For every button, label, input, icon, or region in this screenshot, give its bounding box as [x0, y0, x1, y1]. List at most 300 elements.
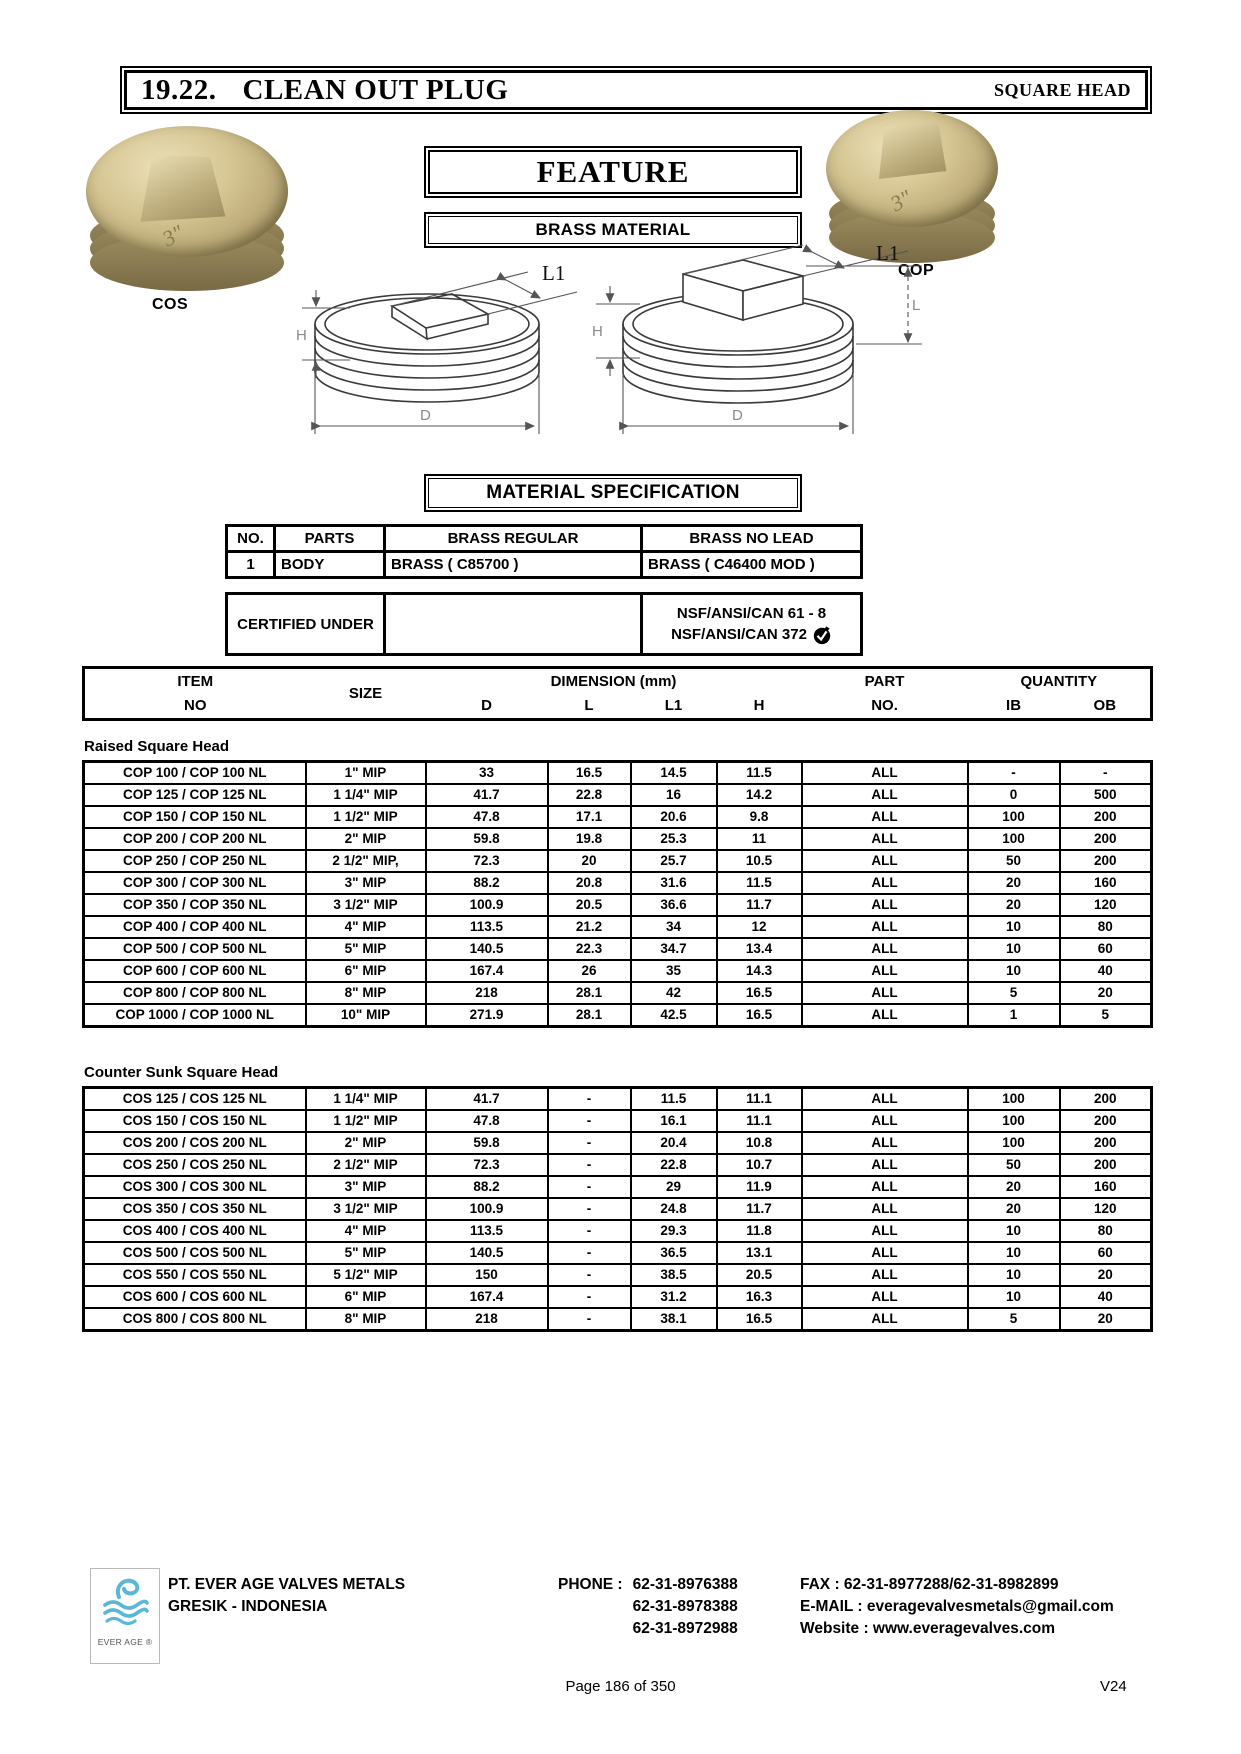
table-cell: ALL: [802, 1220, 968, 1242]
table-row: [84, 1176, 1152, 1198]
table-cell: COP 600 / COP 600 NL: [84, 960, 306, 982]
table-row: [84, 1132, 1152, 1154]
table-cell: COS 300 / COS 300 NL: [84, 1176, 306, 1198]
table-cell: ALL: [802, 1088, 968, 1111]
table-cell: 2 1/2" MIP,: [306, 850, 426, 872]
cop-label: COP: [898, 262, 935, 279]
table-cell: ALL: [802, 1176, 968, 1198]
col-header-l1: L1: [664, 697, 683, 715]
col-header-part: PART: [864, 672, 905, 690]
table-cell: 11.1: [717, 1110, 802, 1132]
table-row: [227, 594, 862, 655]
table-cell: 11.5: [631, 1088, 717, 1111]
table-cell: COS 200 / COS 200 NL: [84, 1132, 306, 1154]
cop-product-photo: [826, 110, 998, 260]
raised-square-head-table: [82, 760, 1153, 1028]
table-row: [84, 960, 1152, 982]
table-cell: 200: [1060, 1132, 1152, 1154]
cell-no: 1: [227, 552, 275, 578]
table-cell: 11.7: [717, 894, 802, 916]
company-logo: [90, 1568, 160, 1664]
cell-brass-no-lead: BRASS ( C46400 MOD ): [642, 552, 862, 578]
table-cell: -: [548, 1110, 631, 1132]
table-cell: 16: [631, 784, 717, 806]
table-cell: ALL: [802, 1264, 968, 1286]
col-header-brass-no-lead: BRASS NO LEAD: [642, 526, 862, 552]
table-row: [84, 762, 1152, 785]
table-cell: 22.8: [631, 1154, 717, 1176]
table-cell: 28.1: [548, 1004, 631, 1027]
table-cell: 72.3: [426, 850, 548, 872]
dim-label-l1: L1: [542, 262, 566, 285]
table-cell: ALL: [802, 982, 968, 1004]
table-cell: 140.5: [426, 1242, 548, 1264]
table-cell: ALL: [802, 1308, 968, 1331]
table-header-row: [84, 668, 1152, 694]
table-cell: 113.5: [426, 1220, 548, 1242]
certification-checkmark-icon: [812, 625, 832, 645]
plug-size-engraving: 3": [157, 220, 188, 252]
cop-technical-drawing: [588, 244, 924, 456]
material-spec-heading-box: [424, 474, 802, 512]
table-cell: 88.2: [426, 872, 548, 894]
table-cell: 6" MIP: [306, 960, 426, 982]
table-cell: 33: [426, 762, 548, 785]
table-cell: 50: [968, 1154, 1060, 1176]
table-cell: 10: [968, 938, 1060, 960]
table-cell: 9.8: [717, 806, 802, 828]
table-cell: 80: [1060, 916, 1152, 938]
table-cell: COP 1000 / COP 1000 NL: [84, 1004, 306, 1027]
table-cell: 113.5: [426, 916, 548, 938]
table-cell: 4" MIP: [306, 916, 426, 938]
col-header-item-no: NO: [184, 697, 207, 715]
dim-label-h: H: [592, 323, 603, 340]
cell-part: BODY: [275, 552, 385, 578]
table-cell: ALL: [802, 1198, 968, 1220]
email-line: E-MAIL : everagevalvesmetals@gmail.com: [800, 1598, 1114, 1615]
table-cell: -: [1060, 762, 1152, 785]
table-header-row: [227, 526, 862, 552]
col-header-ob: OB: [1093, 697, 1117, 715]
table-cell: 200: [1060, 1154, 1152, 1176]
table-cell: 2" MIP: [306, 828, 426, 850]
col-header-no: NO.: [227, 526, 275, 552]
table-cell: COP 300 / COP 300 NL: [84, 872, 306, 894]
table-row: [84, 1308, 1152, 1331]
table-cell: COS 400 / COS 400 NL: [84, 1220, 306, 1242]
table-cell: 1 1/2" MIP: [306, 806, 426, 828]
table-cell: 1" MIP: [306, 762, 426, 785]
phone-label: PHONE :: [558, 1576, 623, 1593]
table-cell: 41.7: [426, 1088, 548, 1111]
table-cell: 14.3: [717, 960, 802, 982]
table-cell: 20: [548, 850, 631, 872]
table-cell: 3" MIP: [306, 872, 426, 894]
table-cell: 10.8: [717, 1132, 802, 1154]
table-cell: 100: [968, 1088, 1060, 1111]
table-cell: ALL: [802, 850, 968, 872]
table-cell: 35: [631, 960, 717, 982]
cos-label: COS: [152, 296, 189, 313]
table-cell: 10: [968, 960, 1060, 982]
table-cell: 59.8: [426, 1132, 548, 1154]
table-cell: 38.1: [631, 1308, 717, 1331]
dim-label-d: D: [732, 407, 743, 424]
table-cell: 2" MIP: [306, 1132, 426, 1154]
table-cell: 34.7: [631, 938, 717, 960]
table-cell: ALL: [802, 938, 968, 960]
table-cell: -: [548, 1264, 631, 1286]
certified-under-label: CERTIFIED UNDER: [227, 594, 385, 655]
table-cell: 25.3: [631, 828, 717, 850]
table-cell: 16.1: [631, 1110, 717, 1132]
table-row: [84, 1110, 1152, 1132]
table-cell: -: [968, 762, 1060, 785]
table-cell: 20: [968, 1198, 1060, 1220]
table-cell: 20.6: [631, 806, 717, 828]
table-cell: 60: [1060, 938, 1152, 960]
contact-block: [800, 1574, 1114, 1640]
table-cell: -: [548, 1286, 631, 1308]
table-cell: 100: [968, 828, 1060, 850]
page-number: Page 186 of 350: [565, 1678, 676, 1695]
table-row: [84, 1154, 1152, 1176]
table-row: [84, 1004, 1152, 1027]
table-cell: 10.5: [717, 850, 802, 872]
table-cell: 1 1/4" MIP: [306, 1088, 426, 1111]
table-cell: 4" MIP: [306, 1220, 426, 1242]
table-cell: 5" MIP: [306, 938, 426, 960]
table-cell: 10: [968, 1220, 1060, 1242]
table-cell: 20: [1060, 982, 1152, 1004]
dim-label-l1: L1: [876, 244, 900, 265]
table-cell: 20: [968, 1176, 1060, 1198]
certified-under-table: [225, 592, 863, 656]
table-cell: 8" MIP: [306, 982, 426, 1004]
certified-values-cell: [642, 594, 862, 655]
table-cell: 5" MIP: [306, 1242, 426, 1264]
brass-material-label: BRASS MATERIAL: [428, 216, 798, 244]
table-cell: 3 1/2" MIP: [306, 894, 426, 916]
table-cell: -: [548, 1198, 631, 1220]
table-cell: 10: [968, 1242, 1060, 1264]
cos-technical-drawing: [292, 262, 582, 462]
table-cell: 100: [968, 1110, 1060, 1132]
table-cell: COP 400 / COP 400 NL: [84, 916, 306, 938]
logo-caption: EVER AGE ®: [97, 1637, 153, 1647]
table-row: [227, 552, 862, 578]
table-cell: 21.2: [548, 916, 631, 938]
table-cell: COS 550 / COS 550 NL: [84, 1264, 306, 1286]
table-cell: 88.2: [426, 1176, 548, 1198]
table-cell: 36.6: [631, 894, 717, 916]
table-cell: ALL: [802, 1110, 968, 1132]
table-cell: 40: [1060, 1286, 1152, 1308]
table-cell: 200: [1060, 806, 1152, 828]
table-row: [84, 1220, 1152, 1242]
table-cell: 167.4: [426, 1286, 548, 1308]
table-cell: ALL: [802, 1154, 968, 1176]
table-row: [84, 894, 1152, 916]
table-cell: 34: [631, 916, 717, 938]
table-cell: 20.8: [548, 872, 631, 894]
table-cell: 150: [426, 1264, 548, 1286]
table-cell: 25.7: [631, 850, 717, 872]
table-cell: 20: [968, 872, 1060, 894]
phone-block: [558, 1574, 738, 1640]
table-cell: 16.3: [717, 1286, 802, 1308]
table-cell: 36.5: [631, 1242, 717, 1264]
table-cell: 10.7: [717, 1154, 802, 1176]
table-row: [84, 1264, 1152, 1286]
table-cell: COP 800 / COP 800 NL: [84, 982, 306, 1004]
table-cell: 167.4: [426, 960, 548, 982]
table-cell: 31.6: [631, 872, 717, 894]
company-name: PT. EVER AGE VALVES METALS: [168, 1576, 406, 1593]
table-cell: COP 125 / COP 125 NL: [84, 784, 306, 806]
col-header-part-no: NO.: [871, 697, 898, 715]
table-cell: COP 250 / COP 250 NL: [84, 850, 306, 872]
table-cell: ALL: [802, 1132, 968, 1154]
table-cell: 59.8: [426, 828, 548, 850]
table-cell: 22.8: [548, 784, 631, 806]
table-row: [84, 938, 1152, 960]
table-cell: 11.5: [717, 872, 802, 894]
table-header-row: [84, 694, 1152, 720]
phone-number: 62-31-8976388: [632, 1576, 738, 1593]
ever-age-logo-icon: [99, 1575, 151, 1633]
table-cell: COS 500 / COS 500 NL: [84, 1242, 306, 1264]
table-row: [84, 850, 1152, 872]
table-cell: 11: [717, 828, 802, 850]
page-title-text: CLEAN OUT PLUG: [242, 73, 509, 106]
table-cell: 22.3: [548, 938, 631, 960]
table-row: [84, 982, 1152, 1004]
cos-product-photo: [86, 126, 288, 294]
table-cell: 80: [1060, 1220, 1152, 1242]
table-cell: 24.8: [631, 1198, 717, 1220]
table-cell: 1 1/2" MIP: [306, 1110, 426, 1132]
table-cell: 10" MIP: [306, 1004, 426, 1027]
table-cell: 200: [1060, 850, 1152, 872]
table-cell: -: [548, 1132, 631, 1154]
table-cell: 5: [1060, 1004, 1152, 1027]
table-cell: COS 150 / COS 150 NL: [84, 1110, 306, 1132]
table-cell: 100.9: [426, 894, 548, 916]
table-row: [84, 784, 1152, 806]
table-cell: COP 350 / COP 350 NL: [84, 894, 306, 916]
material-spec-heading: MATERIAL SPECIFICATION: [428, 478, 798, 508]
table-row: [84, 1088, 1152, 1111]
material-spec-table: [225, 524, 863, 579]
table-cell: 13.4: [717, 938, 802, 960]
table-cell: -: [548, 1242, 631, 1264]
table-cell: 500: [1060, 784, 1152, 806]
table-cell: COP 500 / COP 500 NL: [84, 938, 306, 960]
table-cell: 10: [968, 1286, 1060, 1308]
table-cell: 140.5: [426, 938, 548, 960]
col-header-quantity: QUANTITY: [1020, 672, 1098, 690]
brass-material-box: [424, 212, 802, 248]
dim-label-d: D: [420, 407, 431, 424]
table-cell: 11.5: [717, 762, 802, 785]
table-cell: 218: [426, 1308, 548, 1331]
table-cell: 5 1/2" MIP: [306, 1264, 426, 1286]
counter-sunk-square-head-table: [82, 1086, 1153, 1332]
table-cell: COS 250 / COS 250 NL: [84, 1154, 306, 1176]
company-location: GRESIK - INDONESIA: [168, 1598, 328, 1615]
table-cell: 16.5: [717, 1308, 802, 1331]
table-cell: 16.5: [717, 1004, 802, 1027]
section-title-raised-square-head: Raised Square Head: [84, 738, 230, 755]
section-title-counter-sunk-square-head: Counter Sunk Square Head: [84, 1064, 279, 1081]
col-header-size: SIZE: [348, 685, 383, 702]
table-cell: 200: [1060, 1110, 1152, 1132]
table-cell: 160: [1060, 1176, 1152, 1198]
table-cell: 100.9: [426, 1198, 548, 1220]
phone-number: 62-31-8978388: [632, 1598, 738, 1615]
table-cell: 17.1: [548, 806, 631, 828]
table-cell: 20.5: [548, 894, 631, 916]
table-cell: 10: [968, 916, 1060, 938]
table-cell: 47.8: [426, 1110, 548, 1132]
table-cell: 26: [548, 960, 631, 982]
table-cell: 41.7: [426, 784, 548, 806]
table-cell: 42: [631, 982, 717, 1004]
table-cell: ALL: [802, 1004, 968, 1027]
table-cell: 120: [1060, 894, 1152, 916]
dim-label-h: H: [296, 327, 307, 344]
table-cell: 38.5: [631, 1264, 717, 1286]
table-row: [84, 872, 1152, 894]
table-cell: COS 600 / COS 600 NL: [84, 1286, 306, 1308]
col-header-dimension: DIMENSION (mm): [550, 672, 677, 690]
page-title: [141, 74, 508, 107]
table-cell: 60: [1060, 1242, 1152, 1264]
table-cell: ALL: [802, 828, 968, 850]
feature-heading-box: [424, 146, 802, 198]
table-cell: -: [548, 1220, 631, 1242]
fax-line: FAX : 62-31-8977288/62-31-8982899: [800, 1576, 1059, 1593]
table-cell: 50: [968, 850, 1060, 872]
table-cell: 29.3: [631, 1220, 717, 1242]
table-cell: COS 125 / COS 125 NL: [84, 1088, 306, 1111]
table-cell: 40: [1060, 960, 1152, 982]
table-cell: 0: [968, 784, 1060, 806]
table-cell: 160: [1060, 872, 1152, 894]
page-title-box: [120, 66, 1152, 114]
table-row: [84, 1198, 1152, 1220]
table-cell: -: [548, 1154, 631, 1176]
table-cell: ALL: [802, 1286, 968, 1308]
table-row: [84, 806, 1152, 828]
table-cell: 11.1: [717, 1088, 802, 1111]
plug-square-head: [878, 122, 947, 179]
table-cell: 10: [968, 1264, 1060, 1286]
table-cell: 6" MIP: [306, 1286, 426, 1308]
table-cell: ALL: [802, 872, 968, 894]
section-number: 19.22.: [141, 73, 217, 106]
table-cell: 19.8: [548, 828, 631, 850]
table-cell: COS 350 / COS 350 NL: [84, 1198, 306, 1220]
table-cell: 3" MIP: [306, 1176, 426, 1198]
col-header-l: L: [584, 697, 594, 715]
table-cell: COP 100 / COP 100 NL: [84, 762, 306, 785]
table-cell: 100: [968, 806, 1060, 828]
table-cell: 1 1/4" MIP: [306, 784, 426, 806]
certification-line-1: NSF/ANSI/CAN 61 - 8: [676, 605, 827, 622]
table-cell: 16.5: [548, 762, 631, 785]
col-header-h: H: [753, 697, 765, 715]
table-cell: 120: [1060, 1198, 1152, 1220]
col-header-item: ITEM: [177, 672, 214, 690]
table-cell: ALL: [802, 1242, 968, 1264]
table-cell: 218: [426, 982, 548, 1004]
table-cell: ALL: [802, 894, 968, 916]
table-cell: 5: [968, 1308, 1060, 1331]
certified-empty-cell: [385, 594, 642, 655]
table-cell: 8" MIP: [306, 1308, 426, 1331]
col-header-d: D: [481, 697, 492, 715]
table-cell: 200: [1060, 828, 1152, 850]
certification-line-2-text: NSF/ANSI/CAN 372: [671, 626, 807, 643]
table-cell: 11.9: [717, 1176, 802, 1198]
table-cell: 29: [631, 1176, 717, 1198]
certification-line-2: [643, 624, 860, 645]
table-cell: 12: [717, 916, 802, 938]
table-cell: ALL: [802, 916, 968, 938]
table-cell: ALL: [802, 762, 968, 785]
table-cell: 14.5: [631, 762, 717, 785]
table-cell: 200: [1060, 1088, 1152, 1111]
table-row: [84, 1242, 1152, 1264]
website-line: Website : www.everagevalves.com: [800, 1620, 1056, 1637]
table-row: [84, 828, 1152, 850]
table-cell: COS 800 / COS 800 NL: [84, 1308, 306, 1331]
table-cell: ALL: [802, 806, 968, 828]
table-cell: -: [548, 1176, 631, 1198]
dim-label-l: L: [912, 297, 921, 314]
col-header-brass-regular: BRASS REGULAR: [385, 526, 642, 552]
table-cell: 11.7: [717, 1198, 802, 1220]
table-cell: 20.5: [717, 1264, 802, 1286]
col-header-parts: PARTS: [275, 526, 385, 552]
cell-brass-regular: BRASS ( C85700 ): [385, 552, 642, 578]
table-cell: 20: [1060, 1264, 1152, 1286]
page-subtitle: SQUARE HEAD: [993, 79, 1131, 100]
table-row: [84, 916, 1152, 938]
table-cell: COP 200 / COP 200 NL: [84, 828, 306, 850]
version-label: V24: [1100, 1678, 1127, 1695]
table-cell: ALL: [802, 784, 968, 806]
table-cell: -: [548, 1308, 631, 1331]
table-cell: 11.8: [717, 1220, 802, 1242]
table-cell: 271.9: [426, 1004, 548, 1027]
table-cell: 20: [968, 894, 1060, 916]
table-cell: 47.8: [426, 806, 548, 828]
table-cell: 5: [968, 982, 1060, 1004]
table-cell: 16.5: [717, 982, 802, 1004]
table-cell: 20: [1060, 1308, 1152, 1331]
table-cell: COP 150 / COP 150 NL: [84, 806, 306, 828]
table-cell: 31.2: [631, 1286, 717, 1308]
table-cell: 42.5: [631, 1004, 717, 1027]
plug-size-engraving: 3": [886, 184, 917, 217]
table-row: [84, 1286, 1152, 1308]
phone-number: 62-31-8972988: [632, 1620, 738, 1637]
col-header-ib: IB: [1006, 697, 1022, 715]
